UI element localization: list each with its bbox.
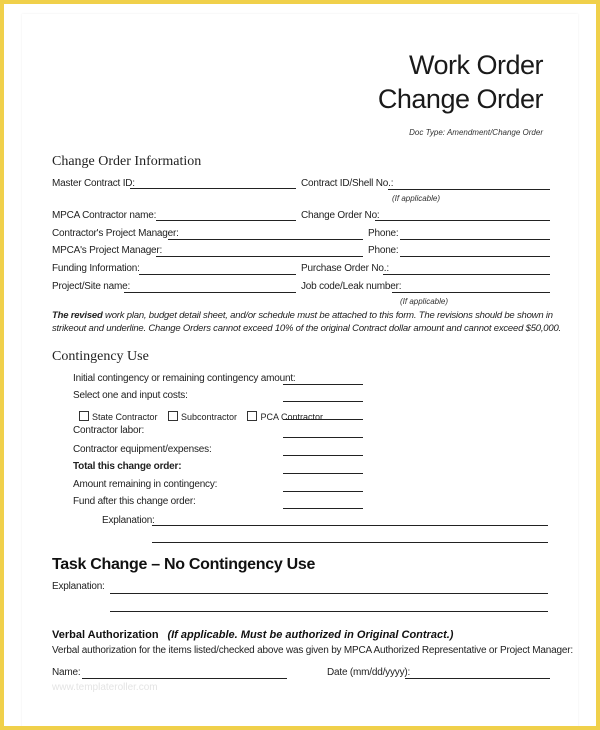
checkbox-pca-contractor[interactable] (247, 411, 257, 421)
revision-note-bold: The revised (52, 310, 103, 321)
verbal-authorization-heading (52, 625, 453, 643)
label-select-one: Select one and input costs: (73, 390, 188, 401)
label-initial-contingency: Initial contingency or remaining contingency amount: (73, 373, 296, 384)
date-field[interactable] (405, 678, 550, 679)
mpca-contractor-name-field[interactable] (156, 220, 296, 221)
label-change-order-no: Change Order No: (301, 210, 380, 221)
section-heading-contingency: Contingency Use (52, 349, 149, 364)
label-funding-info: Funding Information: (52, 263, 140, 274)
if-applicable-note-1: (If applicable) (392, 194, 441, 203)
task-explanation-line-1[interactable] (110, 593, 548, 594)
label-contract-id-shell: Contract ID/Shell No.: (301, 178, 394, 189)
section-heading-change-order-info: Change Order Information (52, 154, 202, 169)
doc-type: Doc Type: Amendment/Change Order (409, 128, 543, 137)
label-job-code: Job code/Leak number: (301, 281, 402, 292)
verbal-heading-note: (If applicable. Must be authorized in Original Contract.) (167, 629, 454, 641)
total-change-order-field[interactable] (283, 473, 363, 474)
initial-contingency-field[interactable] (283, 384, 363, 385)
option-subcontractor: Subcontractor (180, 412, 238, 422)
verbal-statement: Verbal authorization for the items listed/checked above was given by MPCA Authorized Representative or Project Manager: (52, 645, 573, 656)
revision-note-line-1 (52, 310, 553, 321)
label-project-site-name: Project/Site name: (52, 281, 131, 292)
label-task-explanation: Explanation: (52, 581, 105, 592)
contractor-pm-field[interactable] (168, 239, 363, 240)
revision-note-line-2: strikeout and underline. Change Orders cannot exceed 10% of the original Contract dollar amount and cannot exceed $50,000. (52, 323, 562, 334)
option-state-contractor: State Contractor (92, 412, 158, 422)
mpca-pm-field[interactable] (156, 256, 363, 257)
label-mpca-contractor-name: MPCA Contractor name: (52, 210, 157, 221)
task-explanation-line-2[interactable] (110, 611, 548, 612)
verbal-heading: Verbal Authorization (52, 629, 159, 641)
section-heading-task-change: Task Change – No Contingency Use (52, 556, 316, 573)
label-contractor-labor: Contractor labor: (73, 425, 145, 436)
label-name: Name: (52, 667, 81, 678)
funding-info-field[interactable] (139, 274, 296, 275)
change-order-no-field[interactable] (375, 220, 550, 221)
phone-1-field[interactable] (400, 239, 550, 240)
job-code-field[interactable] (392, 292, 550, 293)
option-pca-contractor: PCA Contractor (260, 412, 323, 422)
label-contingency-explanation: Explanation: (102, 515, 155, 526)
label-purchase-order-no: Purchase Order No.: (301, 263, 389, 274)
amount-remaining-field[interactable] (283, 491, 363, 492)
fund-after-field[interactable] (283, 508, 363, 509)
label-date: Date (mm/dd/yyyy): (327, 667, 411, 678)
checkbox-subcontractor[interactable] (168, 411, 178, 421)
phone-2-field[interactable] (400, 256, 550, 257)
checkbox-state-contractor[interactable] (79, 411, 89, 421)
purchase-order-no-field[interactable] (383, 274, 550, 275)
title-line-2: Change Order (377, 84, 543, 114)
label-fund-after: Fund after this change order: (73, 496, 196, 507)
label-master-contract-id: Master Contract ID: (52, 178, 135, 189)
contractor-labor-field[interactable] (283, 437, 363, 438)
label-contractor-equipment: Contractor equipment/expenses: (73, 444, 212, 455)
label-contractor-pm: Contractor's Project Manager: (52, 228, 179, 239)
contractor-type-options (79, 407, 329, 425)
document-page (22, 14, 578, 730)
title-line-1: Work Order (408, 50, 543, 80)
watermark-text: www.templateroller.com (52, 682, 158, 693)
master-contract-id-field[interactable] (130, 188, 296, 189)
label-phone-2: Phone: (368, 245, 399, 256)
if-applicable-note-2: (If applicable) (400, 297, 449, 306)
label-mpca-pm: MPCA's Project Manager: (52, 245, 163, 256)
label-phone-1: Phone: (368, 228, 399, 239)
label-total-change-order: Total this change order: (73, 461, 182, 472)
contingency-explanation-line-1[interactable] (152, 525, 548, 526)
label-amount-remaining: Amount remaining in contingency: (73, 479, 218, 490)
name-field[interactable] (82, 678, 287, 679)
contract-id-shell-field[interactable] (388, 189, 550, 190)
project-site-name-field[interactable] (124, 292, 296, 293)
select-one-field[interactable] (283, 401, 363, 402)
contingency-explanation-line-2[interactable] (152, 542, 548, 543)
contractor-type-field[interactable] (283, 419, 363, 420)
revision-note-rest: work plan, budget detail sheet, and/or schedule must be attached to this form. The revisions should be shown in (102, 310, 553, 321)
contractor-equipment-field[interactable] (283, 455, 363, 456)
